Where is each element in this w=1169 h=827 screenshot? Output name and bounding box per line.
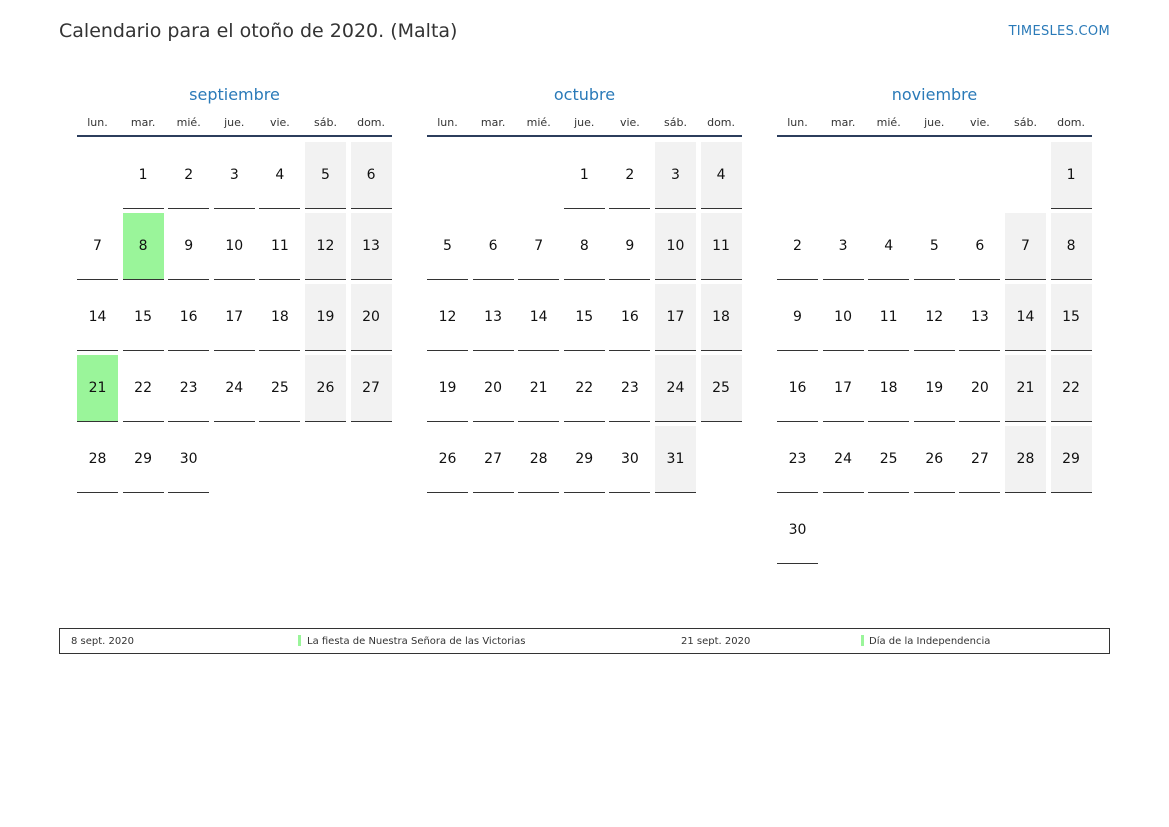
day-cell[interactable]: 28 — [1005, 426, 1046, 493]
day-cell[interactable]: 27 — [959, 426, 1000, 493]
day-cell[interactable]: 5 — [305, 142, 346, 209]
day-cell[interactable]: 10 — [214, 213, 255, 280]
day-cell[interactable]: 20 — [351, 284, 392, 351]
day-cell[interactable]: 26 — [427, 426, 468, 493]
day-cell[interactable]: 20 — [473, 355, 514, 422]
legend-holiday-name: La fiesta de Nuestra Señora de las Victorias — [307, 636, 526, 647]
day-cell[interactable]: 14 — [77, 284, 118, 351]
day-cell[interactable]: 6 — [959, 213, 1000, 280]
weekday-label: jue. — [574, 116, 595, 129]
holiday-legend — [59, 628, 1110, 654]
weekday-label: dom. — [357, 116, 386, 129]
day-cell[interactable]: 12 — [305, 213, 346, 280]
holiday-marker — [861, 635, 864, 646]
day-cell[interactable]: 9 — [609, 213, 650, 280]
day-cell[interactable]: 1 — [1051, 142, 1092, 209]
day-cell[interactable]: 30 — [609, 426, 650, 493]
day-cell[interactable]: 14 — [518, 284, 559, 351]
month-title: octubre — [553, 85, 616, 104]
weekday-label: sáb. — [1013, 116, 1037, 129]
days-grid — [777, 142, 1092, 564]
day-cell[interactable]: 8 — [564, 213, 605, 280]
day-cell[interactable]: 25 — [259, 355, 300, 422]
weekday-header — [777, 116, 1092, 137]
day-cell[interactable]: 30 — [777, 497, 818, 564]
site-link[interactable]: TIMESLES.COM — [1008, 24, 1110, 39]
weekday-label: dom. — [707, 116, 736, 129]
empty-day-cell — [959, 142, 1000, 209]
day-cell[interactable]: 19 — [427, 355, 468, 422]
day-cell[interactable]: 28 — [77, 426, 118, 493]
weekday-label: mar. — [130, 116, 156, 129]
day-cell[interactable]: 13 — [473, 284, 514, 351]
day-cell[interactable]: 29 — [564, 426, 605, 493]
day-cell[interactable]: 17 — [823, 355, 864, 422]
month-november — [777, 84, 1092, 564]
day-cell[interactable]: 12 — [914, 284, 955, 351]
day-cell[interactable]: 3 — [655, 142, 696, 209]
day-cell[interactable]: 15 — [1051, 284, 1092, 351]
day-cell[interactable]: 17 — [214, 284, 255, 351]
day-cell[interactable]: 22 — [564, 355, 605, 422]
day-cell[interactable]: 31 — [655, 426, 696, 493]
day-cell[interactable]: 15 — [564, 284, 605, 351]
day-cell[interactable]: 3 — [823, 213, 864, 280]
day-cell[interactable]: 9 — [168, 213, 209, 280]
day-cell[interactable]: 30 — [168, 426, 209, 493]
day-cell[interactable]: 23 — [777, 426, 818, 493]
weekday-label: vie. — [619, 116, 640, 129]
empty-day-cell — [914, 142, 955, 209]
weekday-label: vie. — [269, 116, 290, 129]
day-cell[interactable]: 11 — [701, 213, 742, 280]
day-cell[interactable]: 3 — [214, 142, 255, 209]
days-grid — [77, 142, 392, 493]
day-cell[interactable]: 29 — [123, 426, 164, 493]
weekday-label: mié. — [876, 116, 901, 129]
weekday-label: lun. — [87, 116, 108, 129]
days-grid — [427, 142, 742, 493]
legend-date: 8 sept. 2020 — [71, 636, 134, 647]
holiday-day-cell[interactable]: 21 — [77, 355, 118, 422]
day-cell[interactable]: 16 — [609, 284, 650, 351]
day-cell[interactable]: 16 — [777, 355, 818, 422]
day-cell[interactable]: 24 — [655, 355, 696, 422]
day-cell[interactable]: 27 — [473, 426, 514, 493]
day-cell[interactable]: 9 — [777, 284, 818, 351]
empty-day-cell — [1005, 142, 1046, 209]
day-cell[interactable]: 23 — [168, 355, 209, 422]
day-cell[interactable]: 22 — [123, 355, 164, 422]
day-cell[interactable]: 22 — [1051, 355, 1092, 422]
day-cell[interactable]: 4 — [701, 142, 742, 209]
day-cell[interactable]: 5 — [914, 213, 955, 280]
day-cell[interactable]: 4 — [259, 142, 300, 209]
day-cell[interactable]: 26 — [914, 426, 955, 493]
empty-day-cell — [518, 142, 559, 209]
weekday-label: lun. — [437, 116, 458, 129]
day-cell[interactable]: 7 — [1005, 213, 1046, 280]
legend-date: 21 sept. 2020 — [681, 636, 751, 647]
weekday-label: vie. — [969, 116, 990, 129]
day-cell[interactable]: 25 — [701, 355, 742, 422]
day-cell[interactable]: 8 — [1051, 213, 1092, 280]
page-title: Calendario para el otoño de 2020. (Malta) — [59, 20, 458, 42]
day-cell[interactable]: 10 — [655, 213, 696, 280]
day-cell[interactable]: 12 — [427, 284, 468, 351]
empty-day-cell — [868, 142, 909, 209]
weekday-label: mié. — [526, 116, 551, 129]
weekday-label: jue. — [924, 116, 945, 129]
weekday-header — [427, 116, 742, 137]
day-cell[interactable]: 24 — [214, 355, 255, 422]
weekday-label: mar. — [830, 116, 856, 129]
day-cell[interactable]: 28 — [518, 426, 559, 493]
weekday-label: mar. — [480, 116, 506, 129]
month-september — [77, 84, 392, 493]
weekday-header — [77, 116, 392, 137]
day-cell[interactable]: 21 — [1005, 355, 1046, 422]
day-cell[interactable]: 29 — [1051, 426, 1092, 493]
holiday-marker — [298, 635, 301, 646]
day-cell[interactable]: 7 — [518, 213, 559, 280]
day-cell[interactable]: 16 — [168, 284, 209, 351]
weekday-label: lun. — [787, 116, 808, 129]
day-cell[interactable]: 2 — [609, 142, 650, 209]
day-cell[interactable]: 19 — [914, 355, 955, 422]
day-cell[interactable]: 6 — [351, 142, 392, 209]
day-cell[interactable]: 5 — [427, 213, 468, 280]
day-cell[interactable]: 21 — [518, 355, 559, 422]
day-cell[interactable]: 26 — [305, 355, 346, 422]
day-cell[interactable]: 24 — [823, 426, 864, 493]
weekday-label: dom. — [1057, 116, 1086, 129]
weekday-label: sáb. — [663, 116, 687, 129]
day-cell[interactable]: 11 — [259, 213, 300, 280]
day-cell[interactable]: 1 — [123, 142, 164, 209]
day-cell[interactable]: 4 — [868, 213, 909, 280]
day-cell[interactable]: 15 — [123, 284, 164, 351]
empty-day-cell — [427, 142, 468, 209]
day-cell[interactable]: 20 — [959, 355, 1000, 422]
empty-day-cell — [77, 142, 118, 209]
day-cell[interactable]: 2 — [168, 142, 209, 209]
weekday-label: mié. — [176, 116, 201, 129]
day-cell[interactable]: 18 — [868, 355, 909, 422]
day-cell[interactable]: 27 — [351, 355, 392, 422]
legend-holiday-name: Día de la Independencia — [869, 636, 991, 647]
empty-day-cell — [823, 142, 864, 209]
day-cell[interactable]: 18 — [701, 284, 742, 351]
day-cell[interactable]: 1 — [564, 142, 605, 209]
holiday-day-cell[interactable]: 8 — [123, 213, 164, 280]
day-cell[interactable]: 19 — [305, 284, 346, 351]
empty-day-cell — [473, 142, 514, 209]
month-title: noviembre — [891, 85, 978, 104]
day-cell[interactable]: 2 — [777, 213, 818, 280]
month-october — [427, 84, 742, 493]
weekday-label: jue. — [224, 116, 245, 129]
day-cell[interactable]: 25 — [868, 426, 909, 493]
day-cell[interactable]: 11 — [868, 284, 909, 351]
month-title: septiembre — [189, 85, 280, 104]
day-cell[interactable]: 13 — [959, 284, 1000, 351]
day-cell[interactable]: 17 — [655, 284, 696, 351]
day-cell[interactable]: 10 — [823, 284, 864, 351]
day-cell[interactable]: 7 — [77, 213, 118, 280]
day-cell[interactable]: 13 — [351, 213, 392, 280]
day-cell[interactable]: 18 — [259, 284, 300, 351]
empty-day-cell — [777, 142, 818, 209]
day-cell[interactable]: 23 — [609, 355, 650, 422]
day-cell[interactable]: 6 — [473, 213, 514, 280]
weekday-label: sáb. — [313, 116, 337, 129]
day-cell[interactable]: 14 — [1005, 284, 1046, 351]
